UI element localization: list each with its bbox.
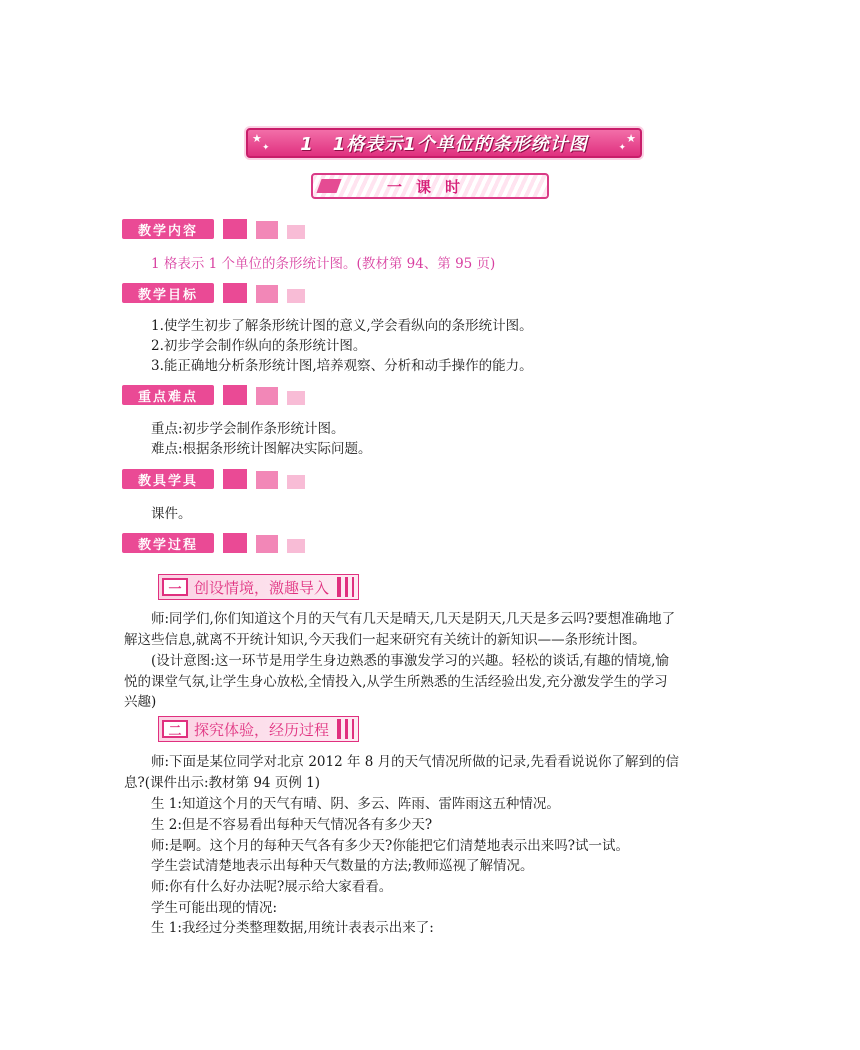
paragraph-line: 师:是啊。这个月的每种天气各有多少天?你能把它们清楚地表示出来吗?试一试。: [151, 838, 630, 854]
square-decoration-icon: [287, 475, 305, 489]
goal-line: 1.使学生初步了解条形统计图的意义,学会看纵向的条形统计图。: [151, 318, 533, 334]
step-heading-1: [158, 574, 359, 600]
section-header-key-points: [122, 385, 305, 407]
key-point-line: 难点:根据条形统计图解决实际问题。: [151, 441, 372, 457]
square-decoration-icon: [287, 289, 305, 303]
square-decoration-icon: [256, 471, 278, 489]
paragraph-line: 学生尝试清楚地表示出每种天气数量的方法;教师巡视了解情况。: [151, 858, 534, 874]
star-icon: ★: [626, 132, 636, 145]
square-decoration-icon: [256, 535, 278, 553]
paragraph-line: 解这些信息,就离不开统计知识,今天我们一起来研究有关统计的新知识——条形统计图。: [124, 632, 646, 648]
section-title: 重点难点: [122, 385, 214, 405]
square-decoration-icon: [223, 283, 247, 303]
paragraph-line: 兴趣): [124, 694, 157, 710]
paragraph-line: 生 1:我经过分类整理数据,用统计表表示出来了:: [151, 920, 434, 936]
step-heading-2: [158, 716, 359, 742]
paragraph-line: 师:你有什么好办法呢?展示给大家看看。: [151, 879, 393, 895]
tools-line: 课件。: [151, 506, 192, 522]
section-header-goals: [122, 283, 305, 305]
lesson-marker-icon: [316, 179, 341, 193]
square-decoration-icon: [287, 539, 305, 553]
paragraph-line: 息?(课件出示:教材第 94 页例 1): [124, 775, 320, 791]
square-decoration-icon: [287, 225, 305, 239]
square-decoration-icon: [223, 219, 247, 239]
lesson-label: 一课时: [387, 177, 475, 196]
section-title: 教学目标: [122, 283, 214, 303]
bars-decoration-icon: [337, 719, 358, 739]
goal-line: 2.初步学会制作纵向的条形统计图。: [151, 338, 367, 354]
paragraph-line: 生 2:但是不容易看出每种天气情况各有多少天?: [151, 817, 433, 833]
step-title: 探究体验，经历过程: [194, 720, 330, 739]
step-title: 创设情境，激趣导入: [194, 578, 330, 597]
paragraph-line: 悦的课堂气氛,让学生身心放松,全情投入,从学生所熟悉的生活经验出发,充分激发学生的学习: [124, 674, 668, 690]
square-decoration-icon: [256, 387, 278, 405]
paragraph-line: 学生可能出现的情况:: [151, 900, 278, 916]
star-icon: ✦: [262, 143, 270, 153]
section-title: 教学内容: [122, 219, 214, 239]
chapter-title-banner: [246, 128, 642, 158]
star-icon: ✦: [618, 143, 626, 153]
square-decoration-icon: [287, 391, 305, 405]
section-header-tools: [122, 469, 305, 491]
step-number: 二: [162, 720, 188, 738]
paragraph-line: 师:下面是某位同学对北京 2012 年 8 月的天气情况所做的记录,先看看说说你了解到的信: [151, 754, 679, 770]
content-line: 1 格表示 1 个单位的条形统计图。(教材第 94、第 95 页): [151, 256, 496, 272]
key-point-line: 重点:初步学会制作条形统计图。: [151, 421, 345, 437]
section-title: 教学过程: [122, 533, 214, 553]
bars-decoration-icon: [337, 577, 358, 597]
step-number: 一: [162, 578, 188, 596]
square-decoration-icon: [256, 285, 278, 303]
paragraph-line: 生 1:知道这个月的天气有晴、阴、多云、阵雨、雷阵雨这五种情况。: [151, 796, 560, 812]
square-decoration-icon: [223, 533, 247, 553]
square-decoration-icon: [223, 469, 247, 489]
star-icon: ★: [252, 132, 262, 145]
chapter-title: 1 1格表示1个单位的条形统计图: [300, 134, 588, 155]
section-header-content: [122, 219, 305, 241]
paragraph-line: 师:同学们,你们知道这个月的天气有几天是晴天,几天是阴天,几天是多云吗?要想准确地了: [151, 611, 676, 627]
section-header-process: [122, 533, 305, 555]
goal-line: 3.能正确地分析条形统计图,培养观察、分析和动手操作的能力。: [151, 358, 533, 374]
square-decoration-icon: [256, 221, 278, 239]
square-decoration-icon: [223, 385, 247, 405]
lesson-label-box: [311, 173, 549, 199]
paragraph-line: (设计意图:这一环节是用学生身边熟悉的事激发学习的兴趣。轻松的谈话,有趣的情境,愉: [151, 653, 669, 669]
section-title: 教具学具: [122, 469, 214, 489]
